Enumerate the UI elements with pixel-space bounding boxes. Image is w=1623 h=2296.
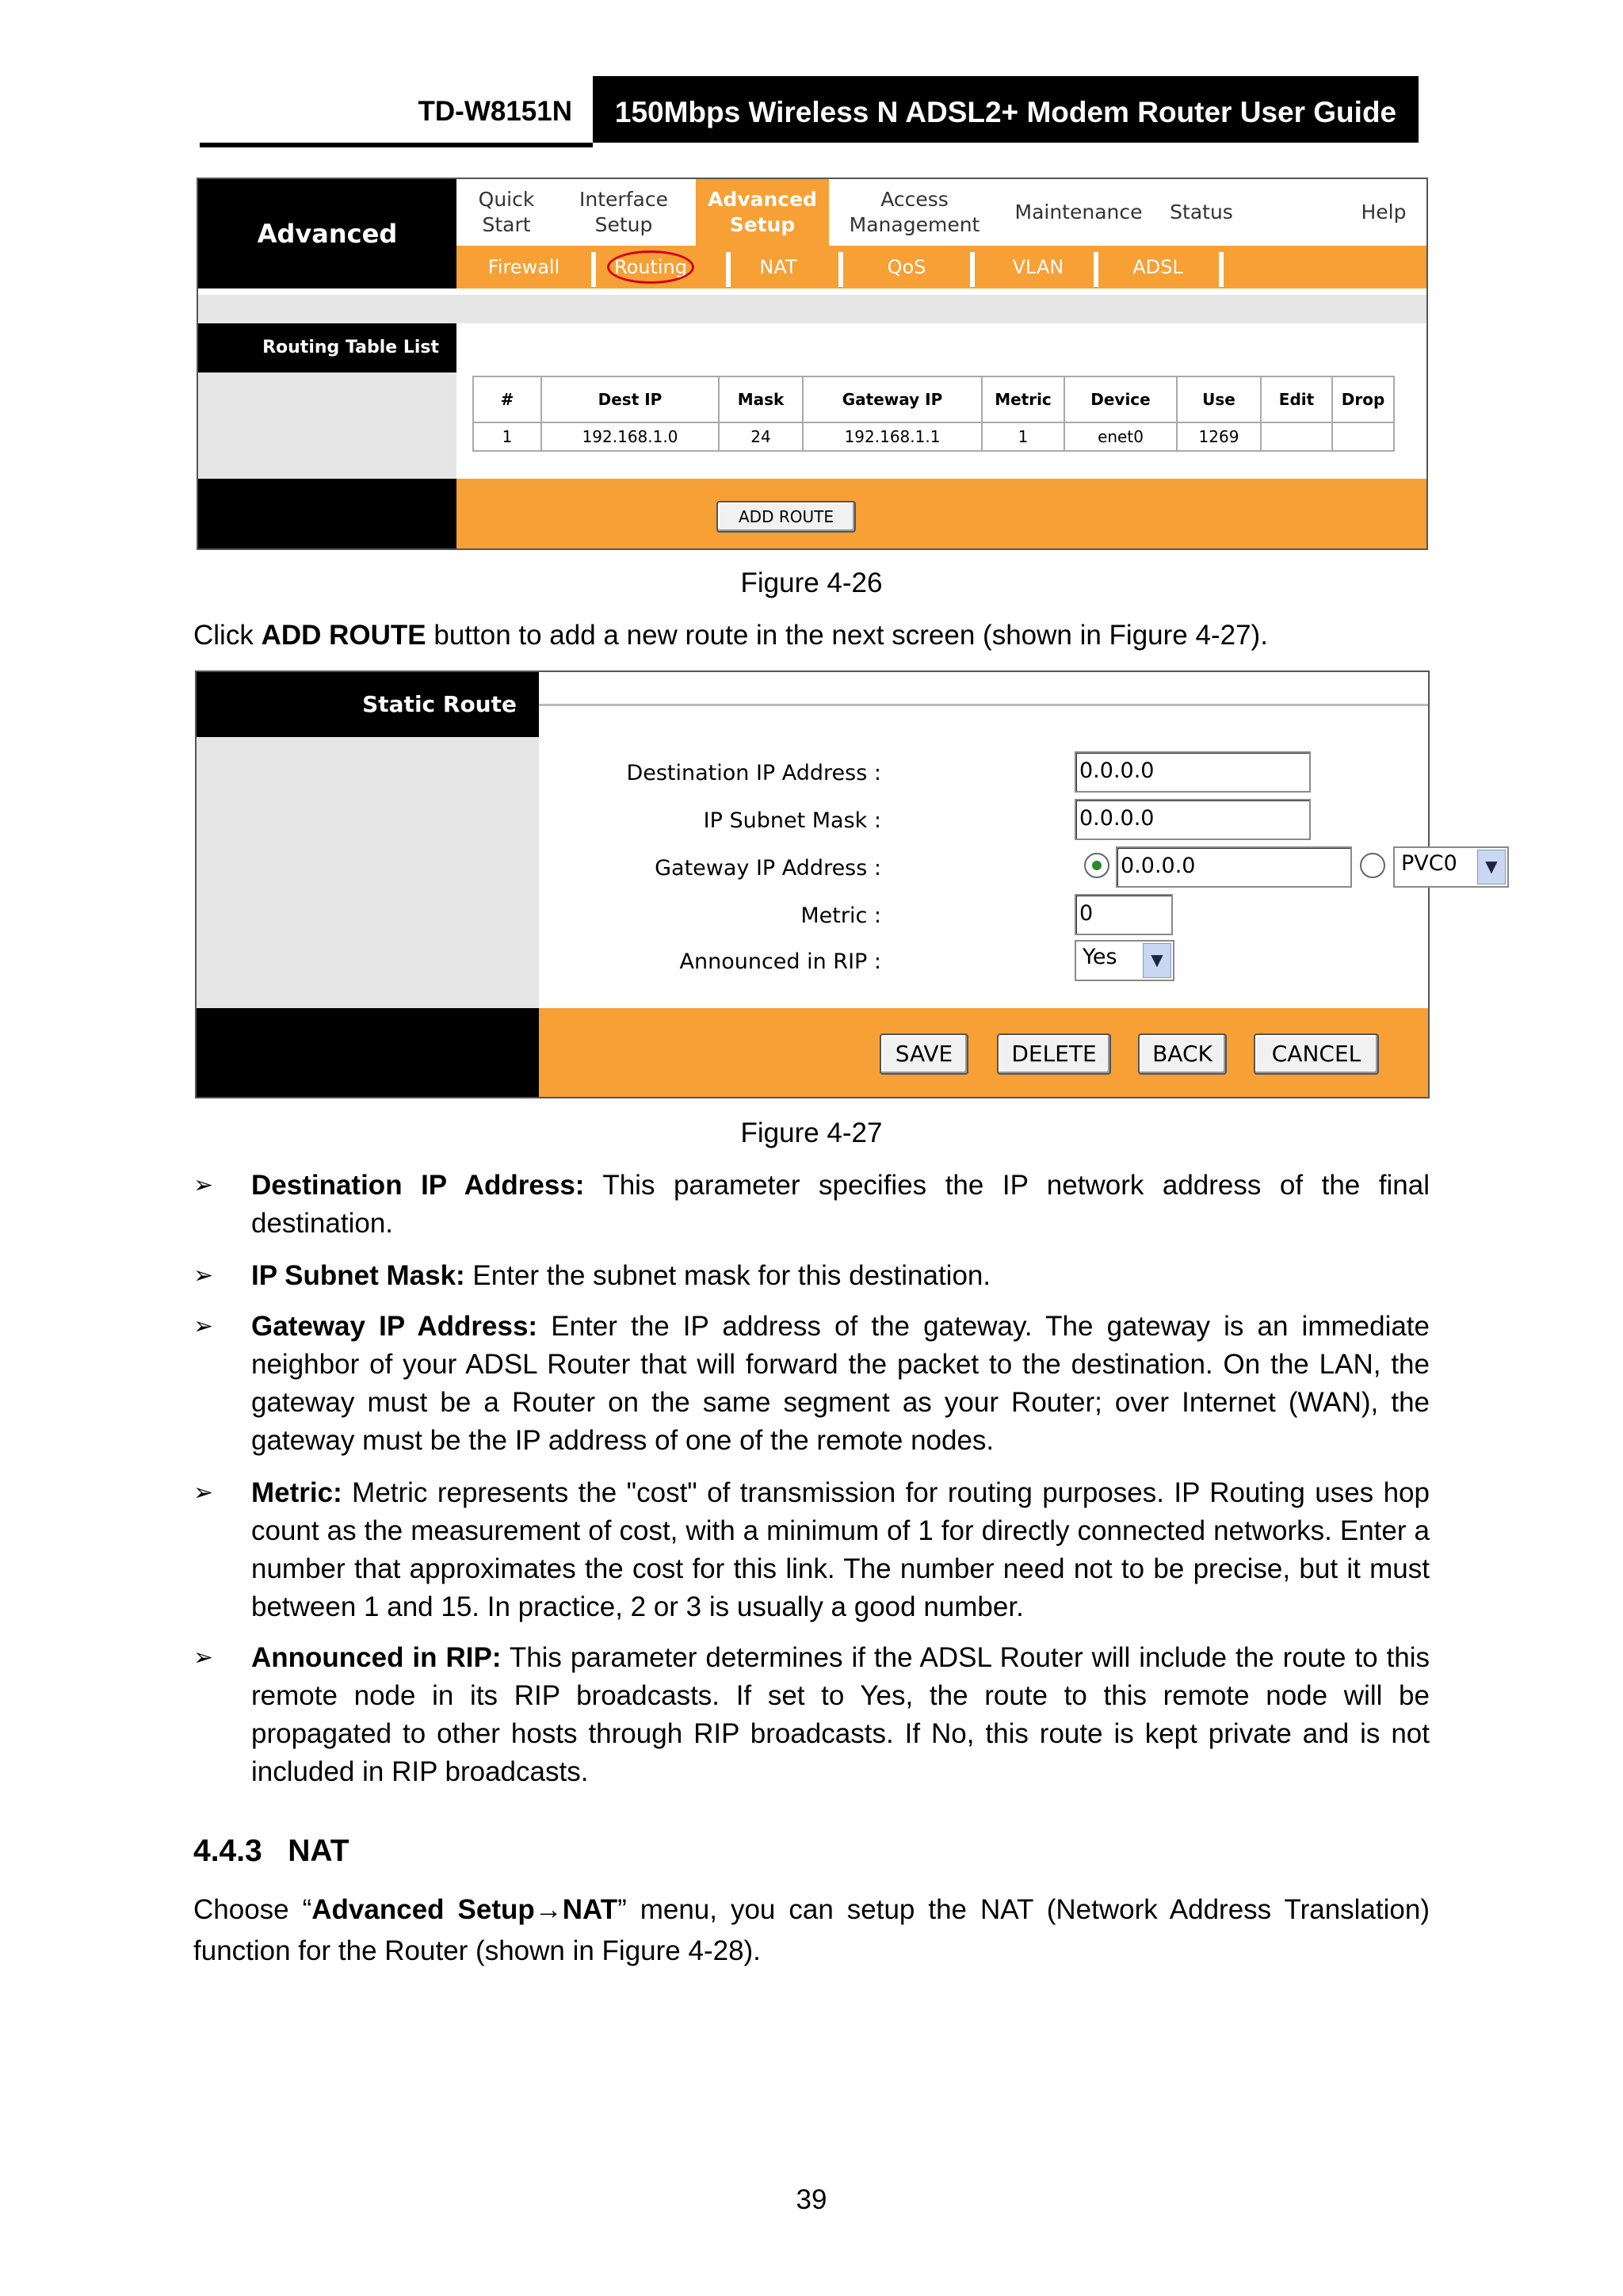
rip-select[interactable] [1075, 940, 1174, 981]
arrow-bullet-icon: ➢ [193, 1172, 214, 1198]
routing-table-label: Routing Table List [198, 323, 456, 372]
nat-text: ” menu, you can setup the NAT (Network Address Translation) function for the Router (shown in Figure 4-28). [193, 1894, 1430, 1966]
section-title: NAT [288, 1834, 349, 1868]
section-label: Advanced [198, 179, 456, 288]
arrow-bullet-icon: ➢ [193, 1263, 214, 1289]
left-grey-panel [198, 372, 456, 479]
routing-table-panel [456, 323, 1426, 479]
header-rule [200, 143, 593, 147]
page-number: 39 [796, 2184, 827, 2215]
col-metric: Metric [982, 376, 1064, 422]
cell-use: 1269 [1177, 422, 1261, 451]
footer-left [198, 479, 456, 548]
subnav-separator [591, 252, 596, 287]
section-number: 4.4.3 [193, 1834, 262, 1868]
left-grey-panel [197, 737, 539, 1008]
section-heading [193, 1834, 349, 1869]
metric-input[interactable]: 0 [1075, 894, 1173, 935]
list-item-term: Destination IP Address: [251, 1170, 585, 1201]
cell-index: 1 [473, 422, 541, 451]
list-item-text [251, 1257, 1430, 1295]
top-nav [456, 179, 1426, 246]
static-route-form [539, 737, 1498, 1008]
col-gateway-ip: Gateway IP [803, 376, 982, 422]
list-item-desc: This parameter determines if the ADSL Router will include the route to this remote node in its RIP broadcasts. If set to Yes, the route to this remote node will be propagated to other hosts through RIP broadcasts. If No, this route is kept private and is not included in RIP broadcasts. [251, 1642, 1430, 1787]
col-edit: Edit [1261, 376, 1332, 422]
cell-drop[interactable] [1332, 422, 1394, 451]
col-drop: Drop [1332, 376, 1394, 422]
chevron-down-icon[interactable]: ▼ [1477, 850, 1506, 884]
tab-quick-start[interactable]: Quick Start [478, 188, 535, 236]
list-item-desc: Metric represents the "cost" of transmission for routing purposes. IP Routing uses hop count as the measurement of cost, with a minimum of 1 for directly connected networks. Enter a number that approximates the cost for this link. The number need not to be precise, but it must between 1 and 15. In practice, 2 or 3 is usually a good number. [251, 1477, 1430, 1622]
list-item-term: IP Subnet Mask: [251, 1260, 465, 1291]
cell-dest-ip: 192.168.1.0 [541, 422, 719, 451]
interface-select-value: PVC0 [1401, 851, 1457, 876]
list-item-term: Announced in RIP: [251, 1642, 502, 1673]
intro-bold: ADD ROUTE [261, 620, 426, 651]
col-dest-ip: Dest IP [541, 376, 719, 422]
list-item-term: Gateway IP Address: [251, 1311, 538, 1342]
tab-access-management[interactable]: Access Management [849, 188, 980, 236]
figure-caption: Figure 4-26 [740, 567, 883, 598]
list-item-desc: Enter the IP address of the gateway. The gateway is an immediate neighbor of your ADSL Router that will forward the packet to the destination. On the LAN, the gateway must be a Router on the same segment as your Router; over Internet (WAN), the gateway must be the IP address of one of the remote nodes. [251, 1311, 1430, 1456]
list-item-desc: Enter the subnet mask for this destination. [464, 1260, 991, 1291]
list-item [193, 1167, 1430, 1243]
cell-gateway-ip: 192.168.1.1 [803, 422, 982, 451]
interface-radio[interactable] [1360, 853, 1385, 878]
subnav-separator [1219, 252, 1224, 287]
static-route-title: Static Route [197, 672, 539, 737]
intro-text: button to add a new route in the next screen (shown in Figure 4-27). [426, 620, 1268, 651]
dest-ip-input[interactable]: 0.0.0.0 [1075, 751, 1311, 793]
nat-menu-path: Advanced Setup→NAT [311, 1894, 618, 1925]
list-item [193, 1474, 1430, 1626]
title-rule [539, 704, 1428, 706]
list-item-text [251, 1639, 1430, 1791]
subtab-firewall[interactable]: Firewall [487, 256, 560, 278]
list-item-text [251, 1167, 1430, 1243]
back-button[interactable]: BACK [1138, 1033, 1227, 1075]
col-use: Use [1177, 376, 1261, 422]
chevron-down-icon[interactable]: ▼ [1143, 943, 1171, 978]
table-row [473, 422, 1394, 451]
cell-edit[interactable] [1261, 422, 1332, 451]
gateway-ip-radio[interactable] [1084, 853, 1109, 878]
col-device: Device [1064, 376, 1177, 422]
metric-label: Metric : [800, 904, 881, 928]
list-item-desc: This parameter specifies the IP network address of the final destination. [251, 1170, 1430, 1239]
subtab-vlan[interactable]: VLAN [1012, 256, 1064, 278]
footer-bar [539, 1008, 1428, 1097]
page-header [200, 76, 1419, 147]
subnet-mask-label: IP Subnet Mask : [703, 808, 881, 833]
list-item [193, 1308, 1430, 1460]
nat-paragraph [193, 1889, 1430, 1972]
highlight-circle [607, 250, 694, 284]
gateway-ip-label: Gateway IP Address : [655, 856, 881, 881]
footer-bar [456, 479, 1426, 548]
footer-left [197, 1008, 539, 1097]
gateway-ip-input[interactable]: 0.0.0.0 [1116, 846, 1352, 888]
list-item-text [251, 1308, 1430, 1460]
cell-device: enet0 [1064, 422, 1177, 451]
subtab-adsl[interactable]: ADSL [1132, 256, 1183, 278]
model-name: TD-W8151N [418, 96, 572, 127]
subtab-qos[interactable]: QoS [887, 256, 926, 278]
intro-paragraph [193, 617, 1268, 655]
intro-text: Click [193, 620, 262, 651]
tab-status[interactable]: Status [1170, 201, 1233, 223]
sub-nav [456, 246, 1426, 288]
interface-select[interactable] [1393, 846, 1509, 888]
delete-button[interactable]: DELETE [997, 1033, 1111, 1075]
arrow-bullet-icon: ➢ [193, 1313, 214, 1339]
arrow-bullet-icon: ➢ [193, 1645, 214, 1671]
add-route-button[interactable]: ADD ROUTE [716, 501, 856, 533]
cell-metric: 1 [982, 422, 1064, 451]
rip-label: Announced in RIP : [679, 949, 881, 974]
subnet-mask-input[interactable]: 0.0.0.0 [1075, 799, 1311, 840]
tab-advanced-setup[interactable]: Advanced Setup [696, 179, 829, 246]
rip-select-value: Yes [1083, 945, 1117, 969]
list-item [193, 1639, 1430, 1791]
subtab-routing[interactable]: Routing [613, 256, 687, 278]
subtab-nat[interactable]: NAT [759, 256, 797, 278]
list-item [193, 1257, 1430, 1295]
tab-maintenance[interactable]: Maintenance [1014, 201, 1143, 223]
routing-table [472, 376, 1395, 452]
table-header-row [473, 376, 1394, 422]
dest-ip-label: Destination IP Address : [626, 761, 881, 785]
figure-caption: Figure 4-27 [740, 1117, 883, 1148]
tab-interface-setup[interactable]: Interface Setup [579, 188, 668, 236]
col-mask: Mask [719, 376, 803, 422]
routing-table-screenshot [197, 178, 1428, 550]
radio-selected-dot [1092, 861, 1102, 870]
list-item-term: Metric: [251, 1477, 342, 1508]
cell-mask: 24 [719, 422, 803, 451]
arrow-bullet-icon: ➢ [193, 1480, 214, 1506]
guide-title: 150Mbps Wireless N ADSL2+ Modem Router User Guide [593, 76, 1419, 143]
col-index: # [473, 376, 541, 422]
cancel-button[interactable]: CANCEL [1254, 1033, 1379, 1075]
list-item-text [251, 1474, 1430, 1626]
tab-help[interactable]: Help [1361, 201, 1407, 223]
grey-bar [198, 295, 1426, 323]
save-button[interactable]: SAVE [880, 1033, 968, 1075]
nat-text: Choose “ [193, 1894, 312, 1925]
static-route-screenshot [195, 670, 1498, 1098]
